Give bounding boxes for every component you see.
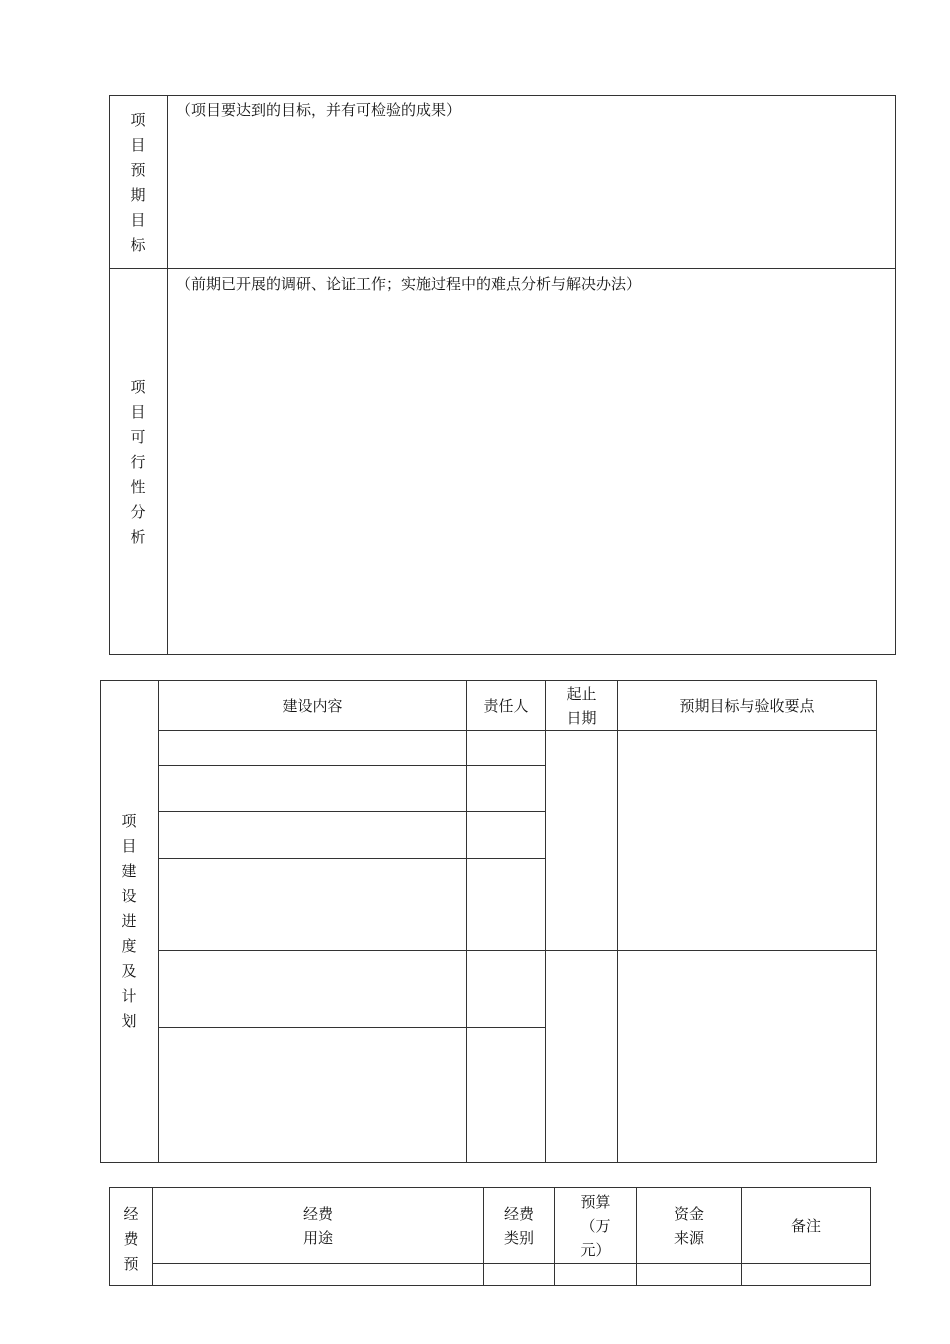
schedule-cell-target-2[interactable] — [618, 951, 876, 1162]
header-source-line2: 来源 — [673, 1228, 704, 1247]
header-use-line1: 经费 — [302, 1204, 333, 1223]
goal-label: 项目预期目标 — [130, 111, 146, 254]
header-date-line2: 日期 — [566, 708, 597, 727]
schedule-cell-date-2[interactable] — [546, 951, 617, 1162]
header-use-line2: 用途 — [302, 1228, 333, 1247]
schedule-cell-target-1[interactable] — [618, 731, 876, 950]
header-source-line1: 资金 — [673, 1204, 704, 1223]
schedule-cell-content-6[interactable] — [159, 1028, 466, 1162]
feasibility-label: 项目可行性分析 — [130, 378, 146, 546]
feasibility-input-area[interactable] — [168, 296, 895, 654]
schedule-cell-content-3[interactable] — [159, 812, 466, 858]
header-budget-line2: （万 — [580, 1216, 611, 1235]
budget-cell-source[interactable] — [637, 1264, 741, 1285]
header-owner: 责任人 — [483, 696, 529, 715]
header-source — [637, 1188, 741, 1263]
header-budget — [555, 1188, 636, 1263]
budget-cell-amount[interactable] — [555, 1264, 636, 1285]
header-remark: 备注 — [790, 1216, 821, 1235]
header-budget-line1: 预算 — [580, 1192, 611, 1211]
budget-cell-type[interactable] — [484, 1264, 554, 1285]
header-target: 预期目标与验收要点 — [679, 696, 815, 715]
schedule-cell-content-2[interactable] — [159, 766, 466, 811]
header-date-line1: 起止 — [566, 684, 597, 703]
budget-cell-use[interactable] — [153, 1264, 483, 1285]
section1-row-divider — [109, 268, 896, 269]
schedule-col-divider-owner — [466, 680, 467, 1163]
schedule-cell-date-1[interactable] — [546, 731, 617, 950]
header-date — [546, 681, 617, 730]
schedule-label: 项目建设进度及计划 — [121, 812, 137, 1030]
budget-label: 经费预 — [123, 1205, 139, 1273]
feasibility-note: （前期已开展的调研、论证工作；实施过程中的难点分析与解决办法） — [176, 275, 642, 293]
header-use — [153, 1188, 483, 1263]
budget-cell-remark[interactable] — [742, 1264, 870, 1285]
schedule-cell-content-4[interactable] — [159, 859, 466, 950]
header-type — [484, 1188, 554, 1263]
schedule-cell-content-5[interactable] — [159, 951, 466, 1027]
header-content: 建设内容 — [282, 696, 343, 715]
header-type-line2: 类别 — [503, 1228, 534, 1247]
schedule-cell-content-1[interactable] — [159, 731, 466, 765]
goal-input-area[interactable] — [168, 122, 895, 267]
header-type-line1: 经费 — [503, 1204, 534, 1223]
header-budget-line3: 元） — [580, 1240, 611, 1259]
goal-note: （项目要达到的目标，并有可检验的成果） — [176, 101, 462, 119]
